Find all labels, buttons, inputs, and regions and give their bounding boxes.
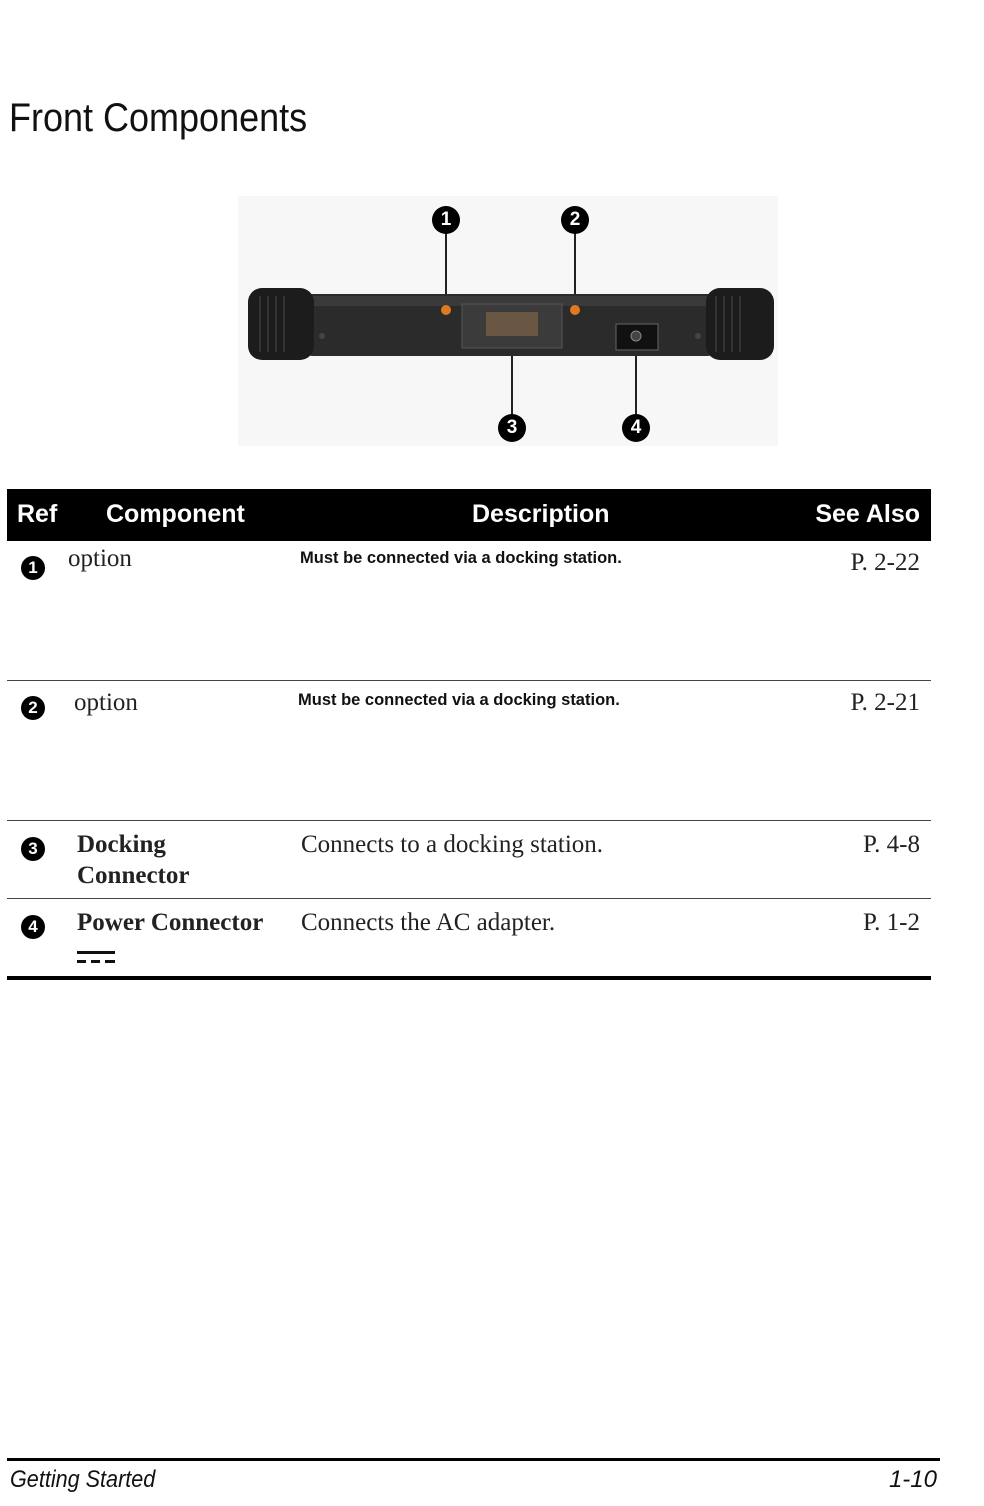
- component-name-line2: Connector: [77, 862, 190, 889]
- dc-power-icon: [77, 949, 115, 967]
- figure-callout-3: 3: [498, 414, 526, 442]
- ref-badge: 3: [21, 837, 45, 861]
- component-name: option: [74, 689, 138, 716]
- see-also-link[interactable]: P. 1-2: [863, 909, 920, 936]
- see-also-link[interactable]: P. 4-8: [863, 831, 920, 858]
- component-description: Connects to a docking station.: [301, 831, 604, 858]
- component-description: Must be connected via a docking station.: [300, 549, 622, 567]
- table-row: [7, 541, 931, 681]
- table-header: [7, 489, 931, 541]
- figure-callout-4: 4: [622, 414, 650, 442]
- component-name: Power Connector: [77, 909, 264, 936]
- component-description: Connects the AC adapter.: [301, 909, 556, 936]
- option-port-1-dot: [441, 305, 451, 315]
- table-row: [7, 821, 931, 899]
- component-name: option: [68, 545, 132, 572]
- components-table: [7, 489, 931, 980]
- see-also-link[interactable]: P. 2-21: [850, 689, 920, 716]
- component-name-line1: Docking: [77, 831, 166, 858]
- footer-divider: [7, 1458, 940, 1461]
- ref-badge: 4: [21, 915, 45, 939]
- figure-callout-1: 1: [432, 206, 460, 234]
- ref-badge: 2: [21, 696, 45, 720]
- component-description: Must be connected via a docking station.: [298, 691, 620, 709]
- device-front-illustration: [238, 196, 778, 446]
- page-title: Front Components: [9, 96, 308, 140]
- option-port-2-dot: [570, 305, 580, 315]
- see-also-link[interactable]: P. 2-22: [850, 549, 920, 576]
- header-description: Description: [472, 500, 610, 528]
- table-row: [7, 681, 931, 821]
- header-see-also: See Also: [815, 500, 920, 528]
- header-ref: Ref: [17, 500, 58, 528]
- ref-badge: 1: [21, 556, 45, 580]
- header-component: Component: [106, 500, 245, 528]
- figure-callout-2: 2: [561, 206, 589, 234]
- footer-section-title: Getting Started: [10, 1466, 156, 1493]
- table-row: [7, 899, 931, 980]
- footer-page-number: 1-10: [888, 1466, 937, 1493]
